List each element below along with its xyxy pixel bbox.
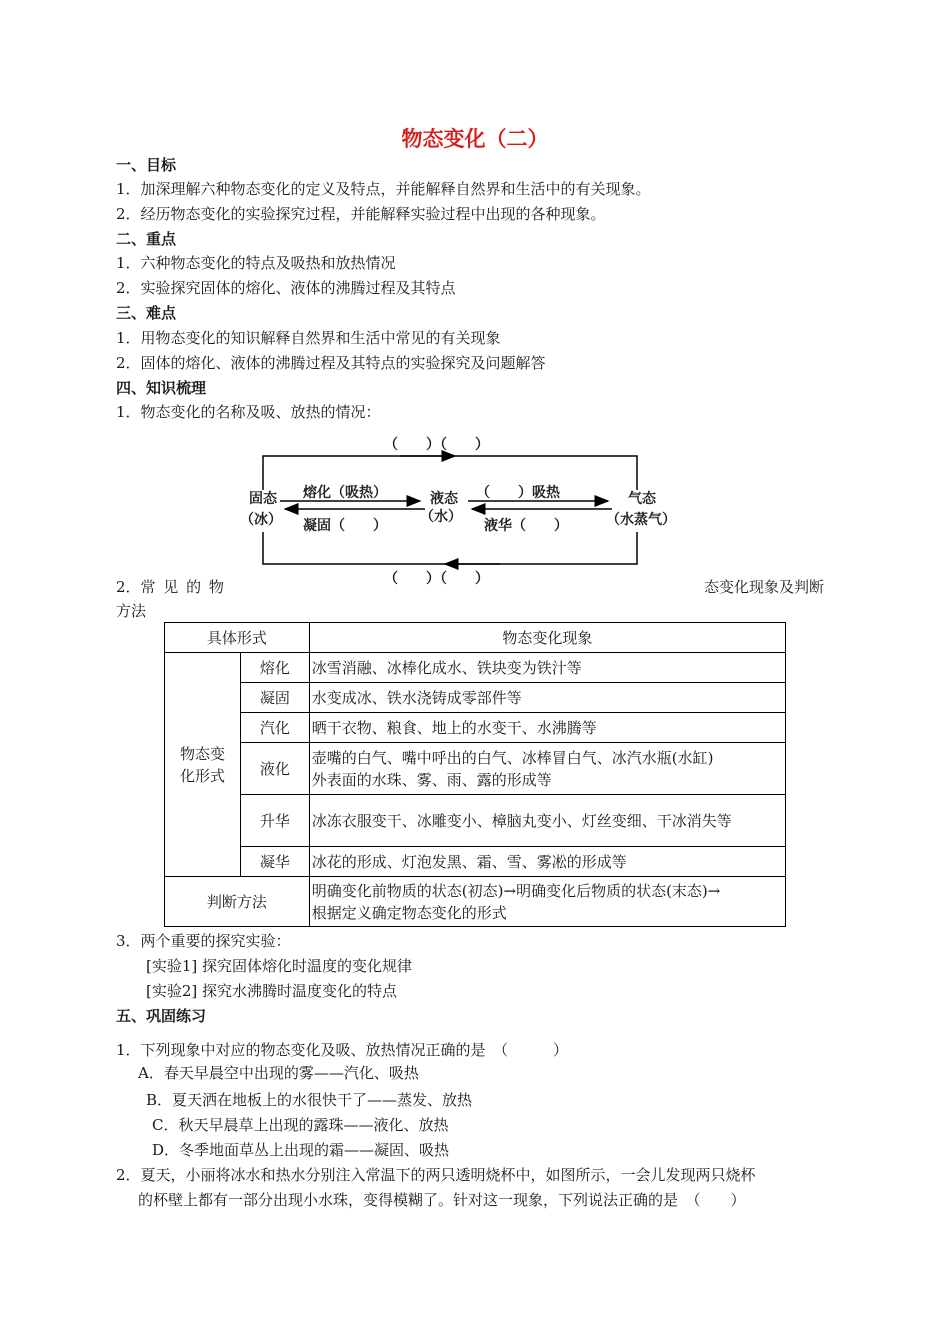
table-row — [165, 743, 786, 795]
row-name: 凝华 — [240, 847, 309, 877]
table-row — [165, 653, 786, 683]
knowledge-item-3: 3．两个重要的探究实验： — [116, 932, 291, 950]
q1-option-b: B．夏天洒在地板上的水很快干了——蒸发、放热 — [146, 1091, 473, 1109]
key-point-1: 1．六种物态变化的特点及吸热和放热情况 — [116, 254, 396, 272]
diagram-gas: 气态 — [628, 491, 656, 507]
group-label-line-2: 化形式 — [179, 766, 225, 785]
diagram-freeze-label: 凝固（ ） — [303, 518, 387, 534]
row-text: 晒干衣物、粮食、地上的水变干、水沸腾等 — [309, 713, 785, 743]
table-row — [165, 683, 786, 713]
heading-key-points: 二、重点 — [116, 230, 177, 248]
row-name: 液化 — [240, 743, 309, 795]
diagram-gas-sub: （水蒸气） — [606, 512, 676, 528]
heading-goals: 一、目标 — [116, 156, 177, 174]
q1-option-c: C．秋天早晨草上出现的露珠——液化、放热 — [152, 1116, 449, 1134]
row-text: 水变成冰、铁水浇铸成零部件等 — [309, 683, 785, 713]
method-text-line-2: 根据定义确定物态变化的形式 — [311, 903, 507, 922]
table-row — [165, 847, 786, 877]
table-row — [165, 795, 786, 847]
diagram-liquefy-label: 液华（ ） — [484, 518, 568, 534]
row-text: 冰雪消融、冰棒化成水、铁块变为铁汁等 — [309, 653, 785, 683]
heading-practice: 五、巩固练习 — [116, 1007, 207, 1025]
group-label — [165, 653, 241, 877]
heading-knowledge: 四、知识梳理 — [116, 379, 207, 397]
knowledge-item-2-right: 态变化现象及判断 — [704, 578, 825, 596]
diagram-vaporize-label: （ ）吸热 — [476, 485, 560, 501]
q1-option-d: D．冬季地面草丛上出现的霜——凝固、吸热 — [152, 1141, 450, 1159]
diagram-melt-label: 熔化（吸热） — [303, 485, 387, 501]
table-row-method — [165, 877, 786, 927]
experiment-1: [实验1] 探究固体熔化时温度的变化规律 — [146, 957, 413, 975]
method-text — [309, 877, 785, 927]
knowledge-item-2-cont: 方法 — [116, 602, 147, 620]
diagram-liquid: 液态 — [430, 491, 458, 507]
row-text — [309, 743, 785, 795]
question-2-line-2: 的杯壁上都有一部分出现小水珠，变得模糊了。针对这一现象，下列说法正确的是 （ ） — [138, 1191, 746, 1209]
key-point-2: 2．实验探究固体的熔化、液体的沸腾过程及其特点 — [116, 279, 456, 297]
row-text-line-1: 壶嘴的白气、嘴中呼出的白气、冰棒冒白气、冰汽水瓶(水缸) — [311, 748, 714, 767]
row-text: 冰花的形成、灯泡发黑、霜、雪、雾凇的形成等 — [309, 847, 785, 877]
phenomena-table — [164, 622, 786, 927]
difficulty-2: 2．固体的熔化、液体的沸腾过程及其特点的实验探究及问题解答 — [116, 354, 546, 372]
q1-option-a: A．春天早晨空中出现的雾——汽化、吸热 — [138, 1064, 419, 1082]
table-header-row — [165, 623, 786, 653]
header-form: 具体形式 — [165, 623, 310, 653]
row-name: 凝固 — [240, 683, 309, 713]
row-name: 汽化 — [240, 713, 309, 743]
goal-item-1: 1．加深理解六种物态变化的定义及特点，并能解释自然界和生活中的有关现象。 — [116, 180, 651, 198]
diagram-liquid-sub: （水） — [420, 509, 462, 525]
diagram-bottom-blank: （ ）（ ） — [384, 571, 489, 587]
table-row — [165, 713, 786, 743]
row-name: 熔化 — [240, 653, 309, 683]
state-change-diagram — [240, 432, 695, 582]
question-1: 1．下列现象中对应的物态变化及吸、放热情况正确的是 （ ） — [116, 1041, 569, 1059]
page-title: 物态变化（二） — [401, 127, 549, 151]
diagram-top-blank: （ ）（ ） — [384, 437, 489, 453]
experiment-2: [实验2] 探究水沸腾时温度变化的特点 — [146, 982, 398, 1000]
diagram-solid: 固态 — [249, 491, 277, 507]
diagram-solid-sub: （冰） — [240, 512, 282, 528]
row-name: 升华 — [240, 795, 309, 847]
group-label-line-1: 物态变 — [179, 744, 225, 763]
heading-difficulties: 三、难点 — [116, 304, 177, 322]
method-text-line-1: 明确变化前物质的状态(初态)→明确变化后物质的状态(末态)→ — [311, 881, 721, 900]
row-text: 冰冻衣服变干、冰雕变小、樟脑丸变小、灯丝变细、干冰消失等 — [309, 795, 785, 847]
question-2-line-1: 2．夏天，小丽将冰水和热水分别注入常温下的两只透明烧杯中，如图所示，一会儿发现两只烧杯 — [116, 1166, 756, 1184]
knowledge-item-2-left: 2．常 见 的 物 — [116, 578, 224, 596]
difficulty-1: 1．用物态变化的知识解释自然界和生活中常见的有关现象 — [116, 329, 501, 347]
knowledge-item-1: 1．物态变化的名称及吸、放热的情况： — [116, 403, 381, 421]
row-text-line-2: 外表面的水珠、雾、雨、露的形成等 — [311, 770, 552, 789]
header-phenomena: 物态变化现象 — [309, 623, 785, 653]
method-label: 判断方法 — [165, 877, 310, 927]
goal-item-2: 2．经历物态变化的实验探究过程，并能解释实验过程中出现的各种现象。 — [116, 205, 606, 223]
